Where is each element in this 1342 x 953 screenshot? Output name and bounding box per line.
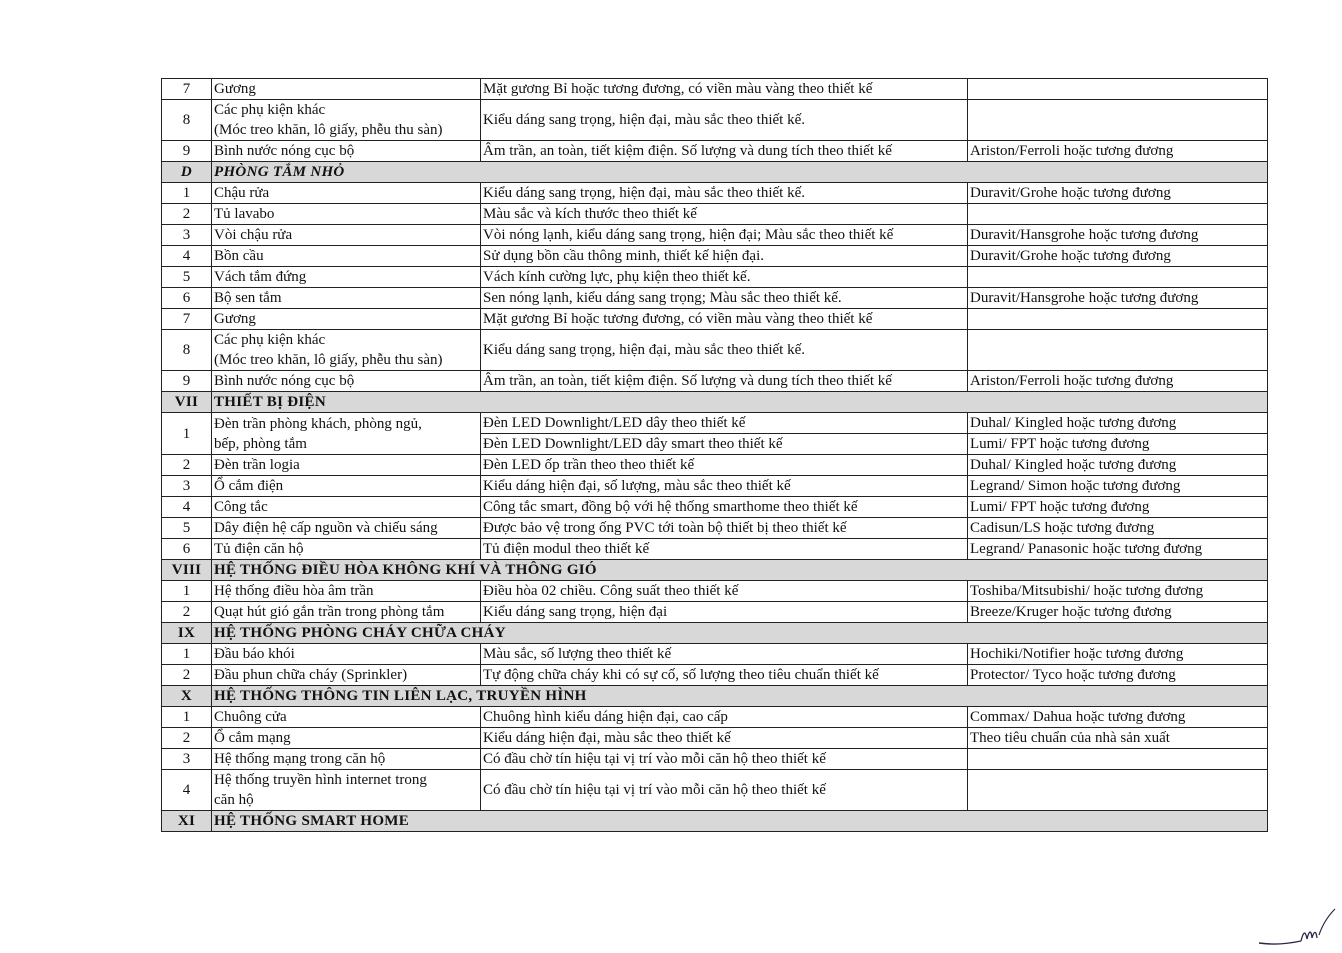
- table-row: [162, 288, 1268, 309]
- item-description: Kiểu dáng hiện đại, số lượng, màu sắc theo thiết kế: [481, 476, 968, 497]
- item-description: Mặt gương Bỉ hoặc tương đương, có viền màu vàng theo thiết kế: [481, 309, 968, 330]
- item-brand: [968, 267, 1268, 288]
- row-number: 3: [162, 225, 212, 246]
- table-row: [162, 413, 1268, 434]
- row-number: 2: [162, 602, 212, 623]
- row-number: 1: [162, 707, 212, 728]
- item-name: Bồn cầu: [212, 246, 481, 267]
- row-number: 2: [162, 455, 212, 476]
- table-row: [162, 518, 1268, 539]
- item-name: Ổ cắm điện: [212, 476, 481, 497]
- section-number: IX: [162, 623, 212, 644]
- section-title: HỆ THỐNG SMART HOME: [212, 811, 1268, 832]
- table-row: [162, 728, 1268, 749]
- item-description: Có đầu chờ tín hiệu tại vị trí vào mỗi căn hộ theo thiết kế: [481, 749, 968, 770]
- item-name: Hệ thống điều hòa âm trần: [212, 581, 481, 602]
- row-number: 3: [162, 749, 212, 770]
- row-number: 5: [162, 267, 212, 288]
- section-title: HỆ THỐNG THÔNG TIN LIÊN LẠC, TRUYỀN HÌNH: [212, 686, 1268, 707]
- item-description: Có đầu chờ tín hiệu tại vị trí vào mỗi căn hộ theo thiết kế: [481, 770, 968, 811]
- table-row: [162, 246, 1268, 267]
- section-number: D: [162, 162, 212, 183]
- row-number: 2: [162, 204, 212, 225]
- specification-table-body: [162, 79, 1268, 832]
- item-brand: Legrand/ Panasonic hoặc tương đương: [968, 539, 1268, 560]
- item-description: Được bảo vệ trong ống PVC tới toàn bộ thiết bị theo thiết kế: [481, 518, 968, 539]
- item-description: Đèn LED Downlight/LED dây smart theo thiết kế: [481, 434, 968, 455]
- item-description: Màu sắc và kích thước theo thiết kế: [481, 204, 968, 225]
- item-name: Gương: [212, 79, 481, 100]
- table-row: [162, 225, 1268, 246]
- item-brand: [968, 100, 1268, 141]
- item-brand: Duravit/Grohe hoặc tương đương: [968, 246, 1268, 267]
- section-title: PHÒNG TẮM NHỎ: [212, 162, 1268, 183]
- row-number: 6: [162, 539, 212, 560]
- item-name: Vách tắm đứng: [212, 267, 481, 288]
- table-row: [162, 79, 1268, 100]
- section-title: HỆ THỐNG ĐIỀU HÒA KHÔNG KHÍ VÀ THÔNG GIÓ: [212, 560, 1268, 581]
- item-name: Công tắc: [212, 497, 481, 518]
- item-brand: [968, 749, 1268, 770]
- table-row: [162, 100, 1268, 141]
- item-name: Gương: [212, 309, 481, 330]
- item-description: Vách kính cường lực, phụ kiện theo thiết kế.: [481, 267, 968, 288]
- item-description: Điều hòa 02 chiều. Công suất theo thiết kế: [481, 581, 968, 602]
- table-row: [162, 371, 1268, 392]
- table-row: [162, 581, 1268, 602]
- item-name: Đèn trần logia: [212, 455, 481, 476]
- item-description: Kiểu dáng sang trọng, hiện đại: [481, 602, 968, 623]
- table-row: [162, 330, 1268, 371]
- item-description: Kiểu dáng sang trọng, hiện đại, màu sắc theo thiết kế.: [481, 330, 968, 371]
- table-row: [162, 707, 1268, 728]
- item-name: Tủ điện căn hộ: [212, 539, 481, 560]
- section-title: HỆ THỐNG PHÒNG CHÁY CHỮA CHÁY: [212, 623, 1268, 644]
- row-number: 8: [162, 100, 212, 141]
- section-number: VIII: [162, 560, 212, 581]
- row-number: 2: [162, 728, 212, 749]
- table-row: [162, 602, 1268, 623]
- item-description: Chuông hình kiểu dáng hiện đại, cao cấp: [481, 707, 968, 728]
- item-brand: Ariston/Ferroli hoặc tương đương: [968, 141, 1268, 162]
- specification-table: [161, 78, 1268, 832]
- row-number: 6: [162, 288, 212, 309]
- item-name: Chuông cửa: [212, 707, 481, 728]
- section-number: X: [162, 686, 212, 707]
- row-number: 4: [162, 497, 212, 518]
- row-number: 4: [162, 246, 212, 267]
- table-row: [162, 183, 1268, 204]
- item-brand: Toshiba/Mitsubishi/ hoặc tương đương: [968, 581, 1268, 602]
- table-row: [162, 539, 1268, 560]
- handwritten-signature-icon: [1255, 905, 1337, 949]
- item-brand: Duhal/ Kingled hoặc tương đương: [968, 413, 1268, 434]
- item-description: Kiểu dáng hiện đại, màu sắc theo thiết kế: [481, 728, 968, 749]
- section-header-row: [162, 811, 1268, 832]
- item-description: Kiểu dáng sang trọng, hiện đại, màu sắc theo thiết kế.: [481, 100, 968, 141]
- item-name: Bình nước nóng cục bộ: [212, 371, 481, 392]
- item-description: Tự động chữa cháy khi có sự cố, số lượng theo tiêu chuẩn thiết kế: [481, 665, 968, 686]
- item-brand: [968, 770, 1268, 811]
- item-brand: Duravit/Grohe hoặc tương đương: [968, 183, 1268, 204]
- item-name: Bộ sen tắm: [212, 288, 481, 309]
- item-brand: Lumi/ FPT hoặc tương đương: [968, 434, 1268, 455]
- item-name: Đèn trần phòng khách, phòng ngủ, bếp, phòng tắm: [212, 413, 481, 455]
- item-brand: Breeze/Kruger hoặc tương đương: [968, 602, 1268, 623]
- table-row: [162, 749, 1268, 770]
- item-brand: [968, 330, 1268, 371]
- item-brand: Protector/ Tyco hoặc tương đương: [968, 665, 1268, 686]
- table-row: [162, 455, 1268, 476]
- item-brand: Duravit/Hansgrohe hoặc tương đương: [968, 225, 1268, 246]
- item-name: Bình nước nóng cục bộ: [212, 141, 481, 162]
- item-description: Đèn LED ốp trần theo theo thiết kế: [481, 455, 968, 476]
- item-brand: [968, 204, 1268, 225]
- item-name: Dây điện hệ cấp nguồn và chiếu sáng: [212, 518, 481, 539]
- section-number: VII: [162, 392, 212, 413]
- item-name: Đầu báo khói: [212, 644, 481, 665]
- section-header-row: [162, 623, 1268, 644]
- item-name: Quạt hút gió gắn trần trong phòng tắm: [212, 602, 481, 623]
- table-row: [162, 497, 1268, 518]
- item-name: Các phụ kiện khác (Móc treo khăn, lô giấy, phễu thu sàn): [212, 100, 481, 141]
- table-row: [162, 476, 1268, 497]
- item-name: Các phụ kiện khác (Móc treo khăn, lô giấy, phễu thu sàn): [212, 330, 481, 371]
- item-description: Âm trần, an toàn, tiết kiệm điện. Số lượng và dung tích theo thiết kế: [481, 141, 968, 162]
- row-number: 1: [162, 644, 212, 665]
- table-row: [162, 267, 1268, 288]
- item-description: Tủ điện modul theo thiết kế: [481, 539, 968, 560]
- row-number: 2: [162, 665, 212, 686]
- row-number: 1: [162, 581, 212, 602]
- item-brand: [968, 309, 1268, 330]
- row-number: 1: [162, 183, 212, 204]
- row-number: 3: [162, 476, 212, 497]
- table-row: [162, 141, 1268, 162]
- section-header-row: [162, 560, 1268, 581]
- item-name: Vòi chậu rửa: [212, 225, 481, 246]
- item-brand: Duravit/Hansgrohe hoặc tương đương: [968, 288, 1268, 309]
- item-description: Sử dụng bồn cầu thông minh, thiết kế hiện đại.: [481, 246, 968, 267]
- item-brand: Lumi/ FPT hoặc tương đương: [968, 497, 1268, 518]
- item-description: Màu sắc, số lượng theo thiết kế: [481, 644, 968, 665]
- table-row: [162, 644, 1268, 665]
- section-header-row: [162, 392, 1268, 413]
- item-description: Kiểu dáng sang trọng, hiện đại, màu sắc theo thiết kế.: [481, 183, 968, 204]
- item-brand: Theo tiêu chuẩn của nhà sản xuất: [968, 728, 1268, 749]
- row-number: 9: [162, 371, 212, 392]
- item-description: Mặt gương Bỉ hoặc tương đương, có viền màu vàng theo thiết kế: [481, 79, 968, 100]
- item-name: Tủ lavabo: [212, 204, 481, 225]
- row-number: 7: [162, 79, 212, 100]
- row-number: 1: [162, 413, 212, 455]
- item-description: Công tắc smart, đồng bộ với hệ thống smarthome theo thiết kế: [481, 497, 968, 518]
- section-number: XI: [162, 811, 212, 832]
- item-name: Hệ thống mạng trong căn hộ: [212, 749, 481, 770]
- section-header-row: [162, 686, 1268, 707]
- item-brand: Legrand/ Simon hoặc tương đương: [968, 476, 1268, 497]
- row-number: 7: [162, 309, 212, 330]
- item-description: Sen nóng lạnh, kiểu dáng sang trọng; Màu sắc theo thiết kế.: [481, 288, 968, 309]
- item-description: Vòi nóng lạnh, kiểu dáng sang trọng, hiện đại; Màu sắc theo thiết kế: [481, 225, 968, 246]
- item-brand: [968, 79, 1268, 100]
- row-number: 9: [162, 141, 212, 162]
- row-number: 5: [162, 518, 212, 539]
- item-name: Đầu phun chữa cháy (Sprinkler): [212, 665, 481, 686]
- section-title: THIẾT BỊ ĐIỆN: [212, 392, 1268, 413]
- table-row: [162, 204, 1268, 225]
- item-brand: Ariston/Ferroli hoặc tương đương: [968, 371, 1268, 392]
- table-row: [162, 770, 1268, 811]
- item-name: Hệ thống truyền hình internet trong căn hộ: [212, 770, 481, 811]
- item-brand: Cadisun/LS hoặc tương đương: [968, 518, 1268, 539]
- row-number: 4: [162, 770, 212, 811]
- item-brand: Duhal/ Kingled hoặc tương đương: [968, 455, 1268, 476]
- item-brand: Commax/ Dahua hoặc tương đương: [968, 707, 1268, 728]
- item-description: Đèn LED Downlight/LED dây theo thiết kế: [481, 413, 968, 434]
- row-number: 8: [162, 330, 212, 371]
- item-description: Âm trần, an toàn, tiết kiệm điện. Số lượng và dung tích theo thiết kế: [481, 371, 968, 392]
- section-header-row: [162, 162, 1268, 183]
- item-brand: Hochiki/Notifier hoặc tương đương: [968, 644, 1268, 665]
- table-row: [162, 665, 1268, 686]
- table-row: [162, 309, 1268, 330]
- item-name: Chậu rửa: [212, 183, 481, 204]
- item-name: Ổ cắm mạng: [212, 728, 481, 749]
